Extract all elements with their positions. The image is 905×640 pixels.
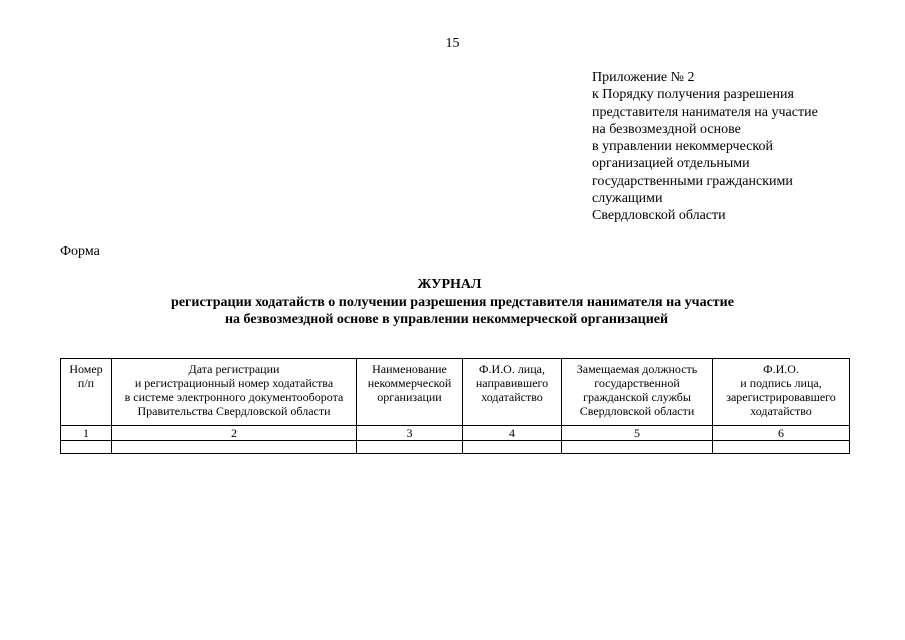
header-text-line: ходатайство [750,404,812,418]
table-row [61,441,850,454]
column-number: 5 [562,426,713,441]
appendix-line: организацией отдельными [592,156,750,172]
header-text-line: Ф.И.О. лица, [479,362,545,376]
appendix-line: на безвозмездной основе [592,121,741,137]
form-label: Форма [60,244,100,259]
appendix-line: к Порядку получения разрешения [592,87,794,103]
table-cell [463,441,562,454]
header-text-line: гражданской службы [583,390,691,404]
table-cell [357,441,463,454]
column-number-row [61,426,850,441]
header-text-line: Правительства Свердловской области [137,404,331,418]
title-subtitle-line-1: регистрации ходатайств о получении разрешения представителя нанимателя на участие [171,294,734,310]
header-text-line: Замещаемая должность [576,362,698,376]
appendix-line: государственными гражданскими [592,173,793,189]
header-text-line: некоммерческой [367,376,452,390]
appendix-line: в управлении некоммерческой [592,139,773,155]
header-position [562,359,713,426]
appendix-line: представителя нанимателя на участие [592,104,818,120]
header-text-line: ходатайство [481,390,543,404]
column-number: 6 [713,426,850,441]
header-text-line: Свердловской области [579,404,695,418]
column-number: 4 [463,426,562,441]
column-number: 1 [61,426,112,441]
table-header-row [61,359,850,426]
appendix-block [592,69,818,225]
header-text-line: и подпись лица, [740,376,822,390]
header-text-line: Дата регистрации [188,362,280,376]
page-number: 15 [445,36,460,51]
table-cell [562,441,713,454]
table-cell [112,441,357,454]
appendix-line: Приложение № 2 [592,70,695,85]
table-cell [713,441,850,454]
column-number: 2 [112,426,357,441]
table-cell [61,441,112,454]
header-text-line: государственной [594,376,680,390]
header-text-line: Номер [69,362,103,376]
appendix-line: служащими [592,191,663,207]
appendix-line: Свердловской области [592,208,726,224]
title-heading: ЖУРНАЛ [417,277,482,292]
header-text-line: организации [377,390,442,404]
header-text-line: Наименование [372,362,447,376]
column-number: 3 [357,426,463,441]
journal-title [0,276,905,329]
header-registrar [713,359,850,426]
title-subtitle-line-2: на безвозмездной основе в управлении некоммерческой организацией [224,312,669,327]
header-number [61,359,112,426]
header-text-line: зарегистрировавшего [726,390,836,404]
journal-table [60,358,850,454]
header-text-line: и регистрационный номер ходатайства [134,376,334,390]
header-text-line: п/п [77,376,95,390]
header-text-line: Ф.И.О. [763,362,799,376]
header-registration-date [112,359,357,426]
header-organization-name [357,359,463,426]
header-text-line: в системе электронного документооборота [124,390,344,404]
header-text-line: направившего [475,376,549,390]
header-applicant-name [463,359,562,426]
